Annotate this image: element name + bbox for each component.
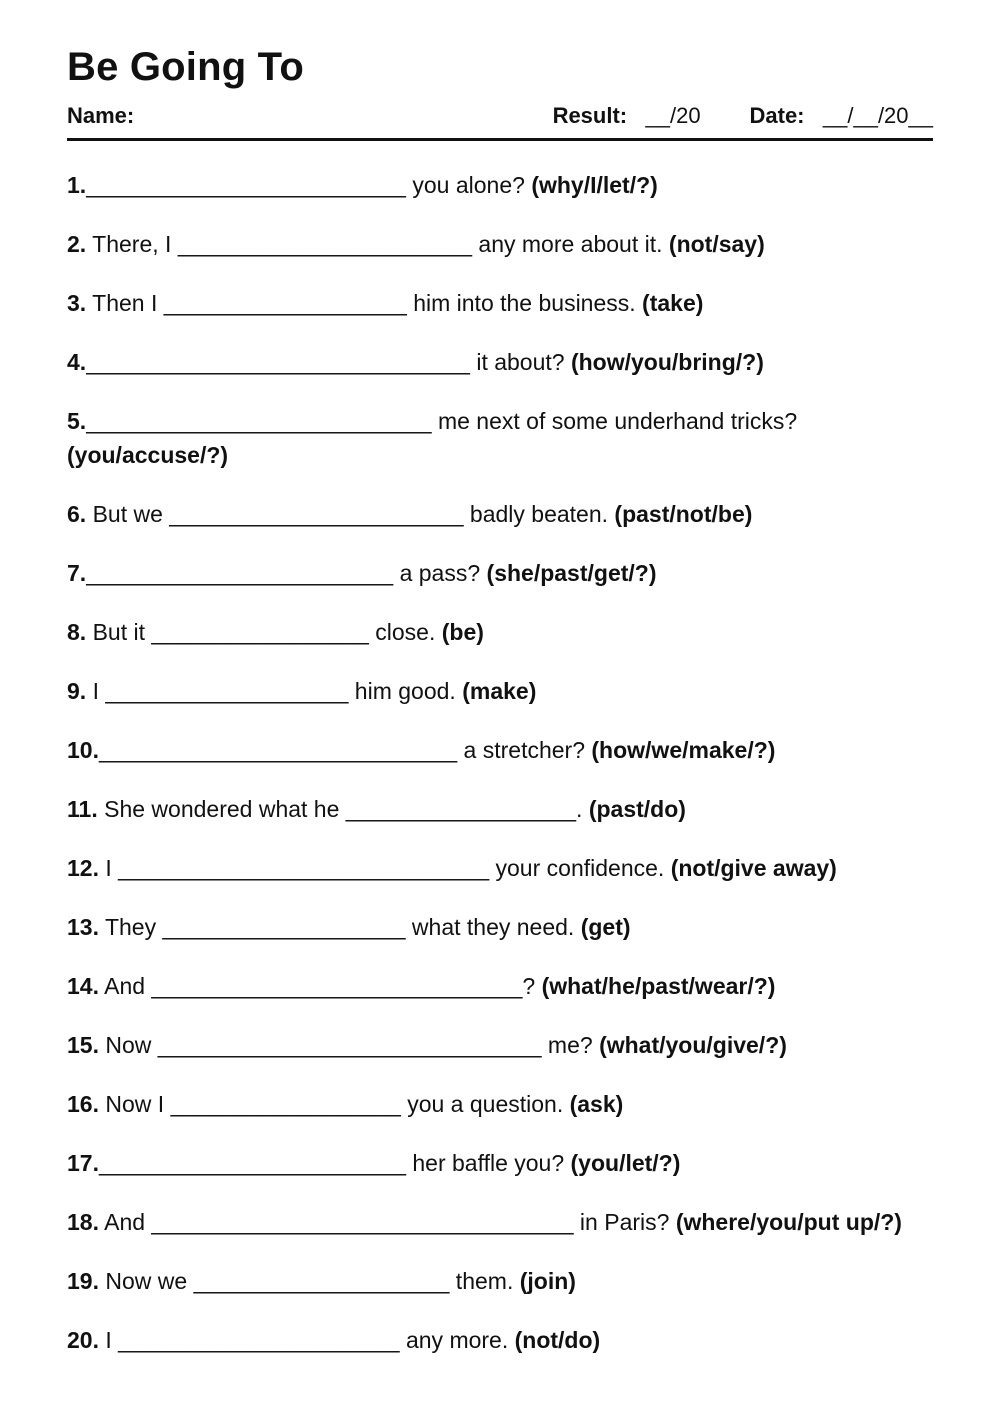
question-hint: (not/give away) — [670, 855, 837, 881]
question-text-after: them. — [449, 1268, 520, 1294]
question-text-after: in Paris? — [573, 1209, 676, 1235]
question-text-before: But it — [86, 619, 152, 645]
question-item — [67, 345, 933, 379]
question-number: 15. — [67, 1032, 99, 1058]
question-number: 3. — [67, 290, 87, 316]
answer-blank[interactable]: __________________ — [170, 1091, 401, 1117]
question-hint: (not/do) — [514, 1327, 601, 1353]
question-hint: (why/I/let/?) — [531, 172, 658, 198]
answer-blank[interactable]: _________________________________ — [151, 1209, 574, 1235]
question-number: 10. — [67, 737, 99, 763]
question-item — [67, 733, 933, 767]
question-hint: (how/you/bring/?) — [570, 349, 764, 375]
answer-blank[interactable]: ______________________________ — [86, 349, 470, 375]
question-hint: (make) — [462, 678, 537, 704]
question-text-after: any more. — [399, 1327, 515, 1353]
question-text-after: it about? — [469, 349, 571, 375]
answer-blank[interactable]: ___________________ — [105, 678, 349, 704]
date-label: Date: — [749, 103, 805, 128]
question-number: 8. — [67, 619, 87, 645]
question-number: 9. — [67, 678, 87, 704]
page-title: Be Going To — [67, 45, 304, 89]
question-item — [67, 286, 933, 320]
question-text-before: They — [98, 914, 163, 940]
question-item — [67, 556, 933, 590]
question-text-after: . — [576, 796, 589, 822]
answer-blank[interactable]: ____________________________ — [98, 737, 458, 763]
result-label: Result: — [552, 103, 628, 128]
question-item — [67, 969, 933, 1003]
question-hint: (how/we/make/?) — [591, 737, 776, 763]
answer-blank[interactable]: _____________________________ — [118, 855, 490, 881]
question-text-before: There, I — [86, 231, 178, 257]
question-item — [67, 615, 933, 649]
question-number: 17. — [67, 1150, 99, 1176]
question-text-before: And — [98, 1209, 152, 1235]
question-hint: (take) — [642, 290, 704, 316]
answer-blank[interactable]: ____________________ — [193, 1268, 450, 1294]
header-row — [67, 102, 933, 130]
answer-blank[interactable]: _________________ — [151, 619, 369, 645]
question-item — [67, 1087, 933, 1121]
question-hint: (what/he/past/wear/?) — [541, 973, 776, 999]
question-number: 13. — [67, 914, 99, 940]
question-hint: (past/do) — [588, 796, 686, 822]
question-item — [67, 1323, 933, 1357]
question-item — [67, 674, 933, 708]
question-item — [67, 168, 933, 202]
question-text-after: you alone? — [405, 172, 532, 198]
answer-blank[interactable]: ________________________ — [98, 1150, 406, 1176]
question-text-after: your confidence. — [489, 855, 671, 881]
question-text-after: you a question. — [400, 1091, 570, 1117]
date-value: __/__/20__ — [822, 103, 933, 128]
question-number: 19. — [67, 1268, 99, 1294]
question-text-after: me next of some underhand tricks? — [431, 408, 798, 434]
question-item — [67, 1146, 933, 1180]
answer-blank[interactable]: ______________________ — [118, 1327, 400, 1353]
question-item — [67, 1264, 933, 1298]
question-hint: (join) — [519, 1268, 576, 1294]
question-item — [67, 910, 933, 944]
question-text-before: Now I — [98, 1091, 171, 1117]
question-text-after: a pass? — [393, 560, 487, 586]
question-number: 11. — [67, 796, 98, 822]
question-item — [67, 227, 933, 261]
question-hint: (what/you/give/?) — [599, 1032, 787, 1058]
question-text-before: I — [98, 1327, 119, 1353]
question-hint: (be) — [441, 619, 484, 645]
question-hint: (past/not/be) — [614, 501, 753, 527]
question-item — [67, 404, 933, 472]
result-date-group — [553, 102, 933, 130]
question-list — [67, 168, 933, 1382]
question-text-before: Now — [98, 1032, 158, 1058]
question-number: 6. — [67, 501, 87, 527]
question-number: 7. — [67, 560, 87, 586]
answer-blank[interactable]: ______________________________ — [157, 1032, 542, 1058]
question-number: 12. — [67, 855, 99, 881]
question-hint: (get) — [580, 914, 631, 940]
answer-blank[interactable]: ___________________ — [162, 914, 406, 940]
question-hint: (ask) — [569, 1091, 624, 1117]
question-item — [67, 792, 933, 826]
question-number: 14. — [67, 973, 99, 999]
name-field — [67, 102, 134, 130]
question-text-before: But we — [86, 501, 170, 527]
question-text-before: And — [98, 973, 152, 999]
question-number: 1. — [67, 172, 87, 198]
question-text-after: close. — [368, 619, 442, 645]
question-text-after: him into the business. — [406, 290, 643, 316]
question-text-after: me? — [541, 1032, 600, 1058]
header-divider — [67, 138, 933, 141]
question-hint: (you/accuse/?) — [67, 442, 229, 468]
question-text-before: Then I — [86, 290, 164, 316]
question-text-after: any more about it. — [472, 231, 669, 257]
question-number: 18. — [67, 1209, 99, 1235]
question-number: 2. — [67, 231, 87, 257]
answer-blank[interactable]: ________________________ — [86, 560, 394, 586]
question-text-after: ? — [522, 973, 542, 999]
question-number: 20. — [67, 1327, 99, 1353]
question-number: 5. — [67, 408, 87, 434]
answer-blank[interactable]: _______________________ — [169, 501, 464, 527]
question-item — [67, 1028, 933, 1062]
question-text-after: what they need. — [405, 914, 581, 940]
question-number: 16. — [67, 1091, 99, 1117]
question-hint: (you/let/?) — [570, 1150, 681, 1176]
question-text-after: a stretcher? — [457, 737, 592, 763]
question-text-before: Now we — [98, 1268, 194, 1294]
question-hint: (she/past/get/?) — [486, 560, 657, 586]
question-item — [67, 1205, 933, 1239]
question-hint: (where/you/put up/?) — [675, 1209, 902, 1235]
question-text-after: him good. — [348, 678, 463, 704]
question-item — [67, 851, 933, 885]
result-value: __/20 — [645, 103, 701, 128]
question-text-before: She wondered what he — [97, 796, 346, 822]
answer-blank[interactable]: _____________________________ — [151, 973, 523, 999]
answer-blank[interactable]: ___________________ — [163, 290, 407, 316]
answer-blank[interactable]: _________________________ — [86, 172, 406, 198]
question-text-before: I — [98, 855, 119, 881]
answer-blank[interactable]: ___________________________ — [86, 408, 432, 434]
question-text-after: badly beaten. — [463, 501, 615, 527]
question-number: 4. — [67, 349, 87, 375]
question-text-after: her baffle you? — [405, 1150, 571, 1176]
question-item — [67, 497, 933, 531]
question-hint: (not/say) — [668, 231, 765, 257]
answer-blank[interactable]: _______________________ — [177, 231, 473, 257]
question-text-before: I — [86, 678, 106, 704]
answer-blank[interactable]: __________________ — [345, 796, 577, 822]
name-label: Name: — [67, 103, 135, 128]
